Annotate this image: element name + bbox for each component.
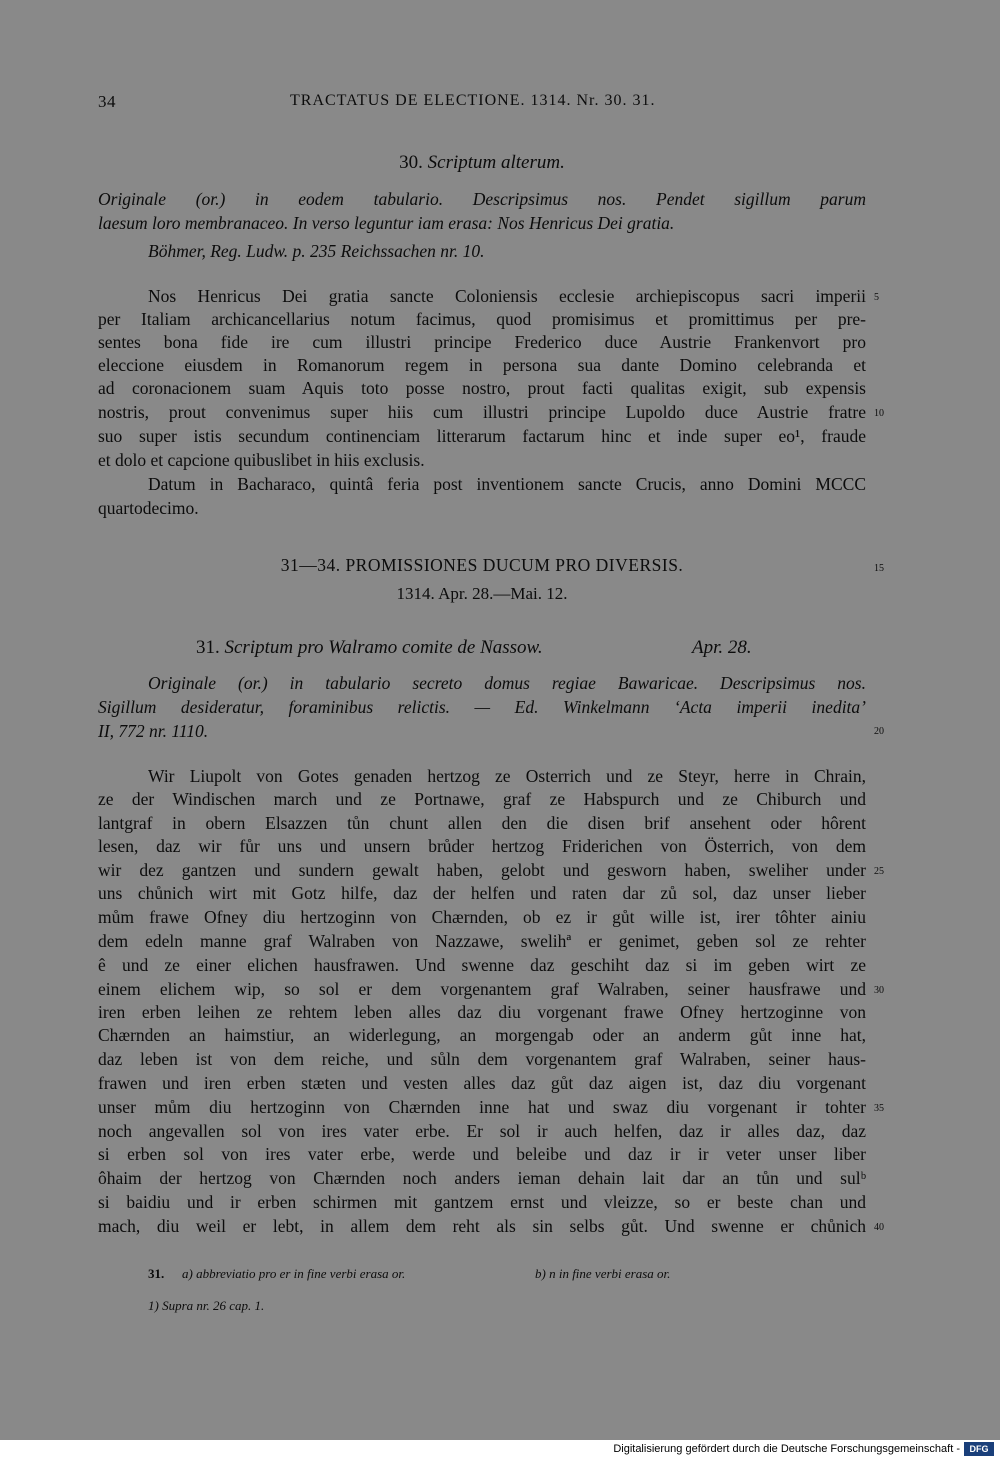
doc-31-text-line: mům frawe Ofney diu hertzoginn von Chærnden, ob ez ir gůt wille ist, irer tôhter ainiu bbox=[98, 907, 866, 927]
doc-30-title-text: Scriptum alterum. bbox=[427, 152, 565, 173]
doc-30-number: 30. bbox=[399, 152, 423, 173]
doc-30-title bbox=[98, 152, 866, 174]
margin-line-number: 20 bbox=[874, 726, 884, 737]
page-number: 34 bbox=[98, 92, 116, 111]
doc-31-text-line: Wir Liupolt von Gotes genaden hertzog ze Osterrich und ze Steyr, herre in Chrain, bbox=[148, 766, 866, 786]
doc-31-text-line: dem edeln manne graf Walraben von Nazzawe, swelihª er genimet, geben sol ze rehter bbox=[98, 931, 866, 951]
margin-line-number: 10 bbox=[874, 408, 884, 419]
section-date: 1314. Apr. 28.—Mai. 12. bbox=[396, 584, 568, 603]
footnote-a: a) abbreviatio pro er in fine verbi erasa or. bbox=[182, 1266, 406, 1281]
doc-31-text-line: Chærnden an haimstiur, an widerlegung, an morgengab oder an anderm gůt inne hat, bbox=[98, 1025, 866, 1045]
doc-31-text-line: lesen, daz wir fůr uns und unsern brůder hertzog Friderichen von Österrich, von dem bbox=[98, 836, 866, 856]
doc-31-text-line: noch angevallen sol von ires vater erbe. Er sol ir auch helfen, daz ir alles daz, daz bbox=[98, 1121, 866, 1141]
doc-31-text-line: ôhaim der hertzog von Chærnden noch anders ieman dehain lait dar an tůn und sulᵇ bbox=[98, 1168, 866, 1188]
footnote-doc-number: 31. bbox=[148, 1266, 165, 1281]
credit-bar bbox=[0, 1440, 1000, 1459]
doc-31-date: Apr. 28. bbox=[692, 637, 752, 658]
funding-credit: Digitalisierung gefördert durch die Deutsche Forschungsgemeinschaft - bbox=[613, 1443, 960, 1455]
doc-31-title-text: Scriptum pro Walramo comite de Nassow. bbox=[224, 637, 543, 658]
doc-30-text-line: nostris, prout convenimus super hiis cum illustri principe Lupoldo duce Austrie fratre bbox=[98, 402, 866, 422]
doc-30-description-line: laesum loro membranaceo. In verso leguntur iam erasa: Nos Henricus Dei gratia. bbox=[98, 213, 675, 233]
doc-31-text-line: daz leben ist von dem reiche, und sůln dem vorgenantem graf Walraben, seiner haus- bbox=[98, 1049, 866, 1069]
doc-31-title bbox=[196, 637, 543, 659]
doc-31-description-line: Originale (or.) in tabulario secreto domus regiae Bawaricae. Descripsimus nos. bbox=[148, 673, 866, 693]
footnote-1: 1) Supra nr. 26 cap. 1. bbox=[148, 1298, 265, 1313]
doc-31-text-line: si baidiu und ir erben schirmen mit gantzem ernst und vleizze, so er beste chan und bbox=[98, 1192, 866, 1212]
doc-31-text-line: ê und ze einer elichen hausfrawen. Und swenne daz geschiht daz si im geben wirt ze bbox=[98, 955, 866, 975]
doc-31-text-line: einem elichem wip, so sol er dem vorgenantem graf Walraben, seiner hausfrawe und bbox=[98, 979, 866, 999]
doc-31-text-line: mach, diu weil er lebt, in allem dem reht als sin selbs gůt. Und swenne er chůnich bbox=[98, 1216, 866, 1236]
doc-30-text-line: Nos Henricus Dei gratia sancte Coloniensis ecclesie archiepiscopus sacri imperii bbox=[148, 286, 866, 306]
doc-30-text-line: per Italiam archicancellarius notum facimus, quod promisimus et promittimus per pre- bbox=[98, 309, 866, 329]
doc-30-text-line: quartodecimo. bbox=[98, 498, 199, 518]
doc-31-number: 31. bbox=[196, 637, 220, 658]
doc-31-text-line: si erben sol von ires vater erbe, werde und beleibe und daz ir ir veter unser liber bbox=[98, 1144, 866, 1164]
doc-31-description-line: II, 772 nr. 1110. bbox=[98, 721, 209, 741]
margin-line-number: 40 bbox=[874, 1222, 884, 1233]
margin-line-number: 25 bbox=[874, 866, 884, 877]
doc-30-text-line: et dolo et capcione quibuslibet in hiis exclusis. bbox=[98, 450, 425, 470]
doc-30-description-line: Böhmer, Reg. Ludw. p. 235 Reichssachen nr. 10. bbox=[148, 241, 485, 261]
doc-31-description-line: Sigillum desideratur, foraminibus relictis. — Ed. Winkelmann ‘Acta imperii inedita’ bbox=[98, 697, 866, 717]
doc-31-text-line: lantgraf in obern Elsazzen tůn chunt allen den die disen brif ansehent oder hôrent bbox=[98, 813, 866, 833]
margin-line-number: 35 bbox=[874, 1103, 884, 1114]
doc-30-text-line: suo super istis secundum continenciam litterarum factarum hinc et inde super eo¹, fraude bbox=[98, 426, 866, 446]
footnote-b: b) n in fine verbi erasa or. bbox=[535, 1266, 671, 1281]
doc-31-text-line: frawen und iren erben stæten und vesten alles daz gůt daz aigen ist, daz diu vorgenant bbox=[98, 1073, 866, 1093]
margin-line-number: 30 bbox=[874, 985, 884, 996]
section-heading: 31—34. PROMISSIONES DUCUM PRO DIVERSIS. bbox=[280, 555, 684, 575]
doc-31-text-line: iren erben leihen ze rehtem leben alles daz diu vorgenant frawe Ofney hertzoginne von bbox=[98, 1002, 866, 1022]
dfg-logo-icon: DFG bbox=[964, 1442, 994, 1456]
running-title: TRACTATUS DE ELECTIONE. 1314. Nr. 30. 31. bbox=[290, 92, 656, 109]
doc-30-description-line: Originale (or.) in eodem tabulario. Descripsimus nos. Pendet sigillum parum bbox=[98, 189, 866, 209]
margin-line-number: 5 bbox=[874, 292, 879, 303]
doc-30-text-line: sentes bona fide ire cum illustri principe Frederico duce Austrie Frankenvort pro bbox=[98, 332, 866, 352]
doc-31-text-line: unser mům diu hertzoginn von Chærnden inne hat und swaz diu vorgenant ir tohter bbox=[98, 1097, 866, 1117]
doc-30-text-line: eleccione eiusdem in Romanorum regem in persona sua dante Domino celebranda et bbox=[98, 355, 866, 375]
doc-31-text-line: ze der Windischen march und ze Portnawe, graf ze Habspurch und ze Chiburch und bbox=[98, 789, 866, 809]
margin-line-number: 15 bbox=[874, 563, 884, 574]
doc-30-text-line: Datum in Bacharaco, quintâ feria post inventionem sancte Crucis, anno Domini MCCC bbox=[148, 474, 866, 494]
doc-31-text-line: uns chůnich wirt mit Gotz hilfe, daz der helfen und raten dar zů sol, daz unser lieber bbox=[98, 883, 866, 903]
doc-31-text-line: wir dez gantzen und sundern gewalt haben, gelobt und gesworn haben, sweliher under bbox=[98, 860, 866, 880]
doc-30-text-line: ad coronacionem suam Aquis toto posse nostro, prout facti qualitas exigit, sub expensis bbox=[98, 378, 866, 398]
footnote-ref bbox=[148, 1266, 164, 1282]
